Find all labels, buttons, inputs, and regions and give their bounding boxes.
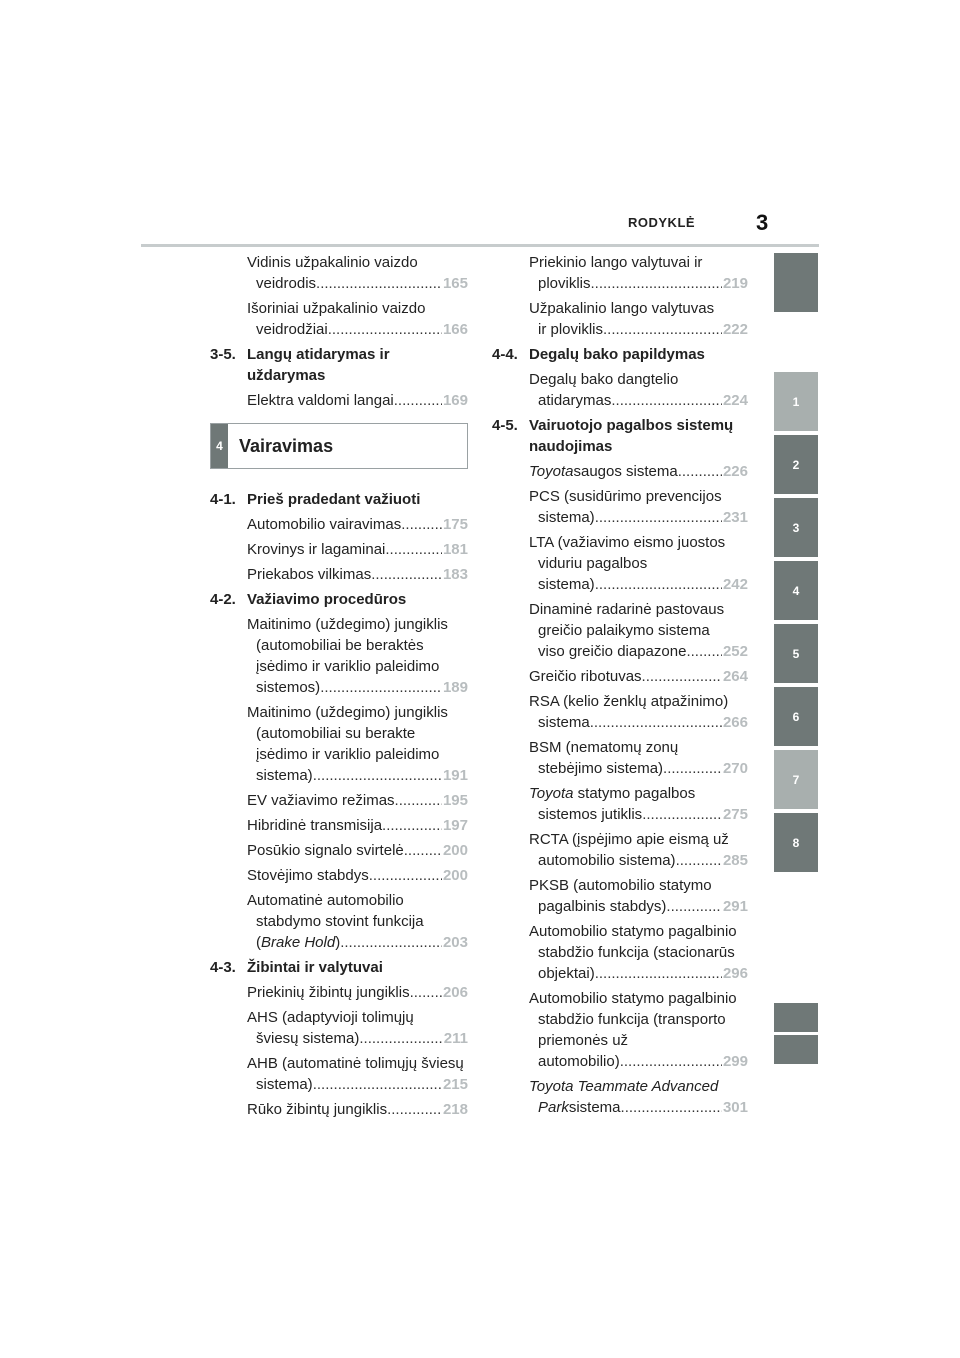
toc-entry[interactable]: [492, 988, 748, 1072]
toc-entry-text: Automobilio vairavimas: [247, 516, 402, 533]
section-title: Vairuotojo pagalbos sistemų naudojimas: [529, 417, 734, 455]
toc-entry-text: sistema: [538, 714, 590, 731]
toc-entry[interactable]: [210, 865, 468, 886]
toc-entry-text: stebėjimo sistema): [538, 760, 664, 777]
side-tab-2[interactable]: 2: [774, 435, 818, 494]
toc-entry[interactable]: [492, 369, 748, 411]
toc-entry[interactable]: [210, 890, 468, 953]
toc-entry-text: AHS (adaptyvioji tolimųjų: [247, 1009, 414, 1026]
page-link[interactable]: 285: [722, 852, 748, 869]
page-link[interactable]: 242: [722, 576, 748, 593]
page-number: 3: [756, 210, 769, 235]
side-tab-4[interactable]: 4: [774, 561, 818, 620]
toc-entry-text: Krovinys ir lagaminai: [247, 541, 386, 558]
page-link[interactable]: 181: [442, 541, 468, 558]
toc-entry-text: RSA (kelio ženklų atpažinimo): [529, 693, 729, 710]
toc-entry[interactable]: [492, 921, 748, 984]
page-link[interactable]: 197: [442, 817, 468, 834]
side-tab-5[interactable]: 5: [774, 624, 818, 683]
toc-entry-text: Dinaminė radarinė pastovaus: [529, 601, 725, 618]
page-link[interactable]: 166: [442, 321, 468, 338]
toc-entry[interactable]: [492, 486, 748, 528]
page-link[interactable]: 222: [722, 321, 748, 338]
toc-entry-text: veidrodis: [256, 275, 317, 292]
section-number: 4-5.: [492, 417, 518, 434]
toc-entry[interactable]: [210, 840, 468, 861]
page-link[interactable]: 165: [442, 275, 468, 292]
toc-entry-text: PKSB (automobilio statymo: [529, 877, 712, 894]
toc-entry-text: veidrodžiai: [256, 321, 328, 338]
section-heading: [210, 589, 468, 610]
toc-entry-text: automobilio sistema): [538, 852, 676, 869]
section-heading: [492, 415, 748, 457]
toc-entry-text: PCS (susidūrimo prevencijos: [529, 488, 722, 505]
toc-entry[interactable]: [210, 252, 468, 294]
toc-entry-text: Hibridinė transmisija: [247, 817, 383, 834]
page-link[interactable]: 211: [443, 1030, 468, 1047]
page-link[interactable]: 200: [442, 867, 468, 884]
page-link[interactable]: 191: [442, 767, 468, 784]
section-number: 4-1.: [210, 491, 236, 508]
toc-entry-text: įsėdimo ir variklio paleidimo: [256, 658, 440, 675]
page-link[interactable]: 183: [442, 566, 468, 583]
toc-entry[interactable]: [210, 1007, 468, 1049]
toc-entry[interactable]: [492, 666, 748, 687]
page-link[interactable]: 299: [722, 1053, 748, 1070]
side-tab-8[interactable]: 8: [774, 813, 818, 872]
toc-entry-text: EV važiavimo režimas: [247, 792, 395, 809]
section-heading: [492, 344, 748, 365]
toc-entry[interactable]: [210, 1053, 468, 1095]
toc-entry[interactable]: [210, 298, 468, 340]
toc-entry-text: sistema): [538, 509, 595, 526]
page-link[interactable]: 291: [722, 898, 748, 915]
toc-entry-text: AHB (automatinė tolimųjų šviesų: [247, 1055, 464, 1072]
toc-entry-text: automobilio): [538, 1053, 620, 1070]
toc-entry-text: Automobilio statymo pagalbinio: [529, 923, 737, 940]
toc-entry[interactable]: [492, 252, 748, 294]
toc-entry-text: (automobiliai be beraktės: [256, 637, 424, 654]
toc-entry[interactable]: [492, 875, 748, 917]
toc-entry-text: statymo pagalbos: [573, 785, 696, 802]
section-number: 3-5.: [210, 346, 236, 363]
page-link[interactable]: 224: [722, 392, 748, 409]
page-link[interactable]: 275: [722, 806, 748, 823]
toc-entry-text: Maitinimo (uždegimo) jungiklis: [247, 616, 448, 633]
toc-entry-text: Posūkio signalo svirtelė: [247, 842, 404, 859]
toc-entry[interactable]: [492, 298, 748, 340]
toc-entry[interactable]: [492, 737, 748, 779]
page-link[interactable]: 231: [722, 509, 748, 526]
header-rule: [141, 244, 819, 247]
toc-entry-text: saugos sistema: [573, 463, 678, 480]
toc-entry-text: stabdžio funkcija (stacionarūs: [538, 944, 735, 961]
toc-entry[interactable]: [210, 614, 468, 698]
toc-entry[interactable]: [492, 1076, 748, 1118]
section-title: Važiavimo procedūros: [247, 591, 407, 608]
toc-left-column: [210, 252, 468, 1124]
toc-entry-text: BSM (nematomų zonų: [529, 739, 679, 756]
toc-entry-text: įsėdimo ir variklio paleidimo: [256, 746, 440, 763]
page-link[interactable]: 226: [722, 463, 748, 480]
page-link[interactable]: 270: [722, 760, 748, 777]
toc-entry-text: priemonės už: [538, 1032, 629, 1049]
toc-entry[interactable]: [492, 691, 748, 733]
toc-entry-text: Automatinė automobilio: [247, 892, 404, 909]
section-title: Žibintai ir valytuvai: [247, 959, 383, 976]
chapter-heading-box: [210, 423, 468, 469]
toc-entry-text: Priekinio lango valytuvai ir: [529, 254, 703, 271]
section-title: Langų atidarymas ir uždarymas: [247, 346, 390, 384]
toc-entry[interactable]: [492, 461, 748, 482]
side-tab-7[interactable]: 7: [774, 750, 818, 809]
page-link[interactable]: 175: [442, 516, 468, 533]
page-link[interactable]: 296: [722, 965, 748, 982]
toc-entry-text: Elektra valdomi langai: [247, 392, 394, 409]
toc-entry-text: Toyota: [529, 785, 574, 802]
toc-entry-text: viso greičio diapazone: [538, 643, 687, 660]
page-header-title: RODYKLĖ: [628, 215, 696, 230]
toc-entry-text: Stovėjimo stabdys: [247, 867, 369, 884]
toc-entry-text: (: [256, 934, 261, 951]
toc-entry-text: Vidinis užpakalinio vaizdo: [247, 254, 418, 271]
section-title: Degalų bako papildymas: [529, 346, 705, 363]
toc-entry-text: sistema: [568, 1099, 621, 1116]
toc-entry-text: sistema): [256, 767, 313, 784]
toc-entry[interactable]: [210, 390, 468, 411]
section-number: 4-3.: [210, 959, 236, 976]
toc-entry-text: LTA (važiavimo eismo juostos: [529, 534, 726, 551]
toc-entry-text: greičio palaikymo sistema: [538, 622, 710, 639]
toc-entry-text: Priekabos vilkimas: [247, 566, 372, 583]
toc-entry[interactable]: [210, 514, 468, 535]
toc-entry-text: stabdžio funkcija (transporto: [538, 1011, 726, 1028]
toc-entry[interactable]: [210, 815, 468, 836]
toc-entry[interactable]: [210, 702, 468, 786]
toc-entry-text: (automobiliai su berakte: [256, 725, 416, 742]
side-tab-blank[interactable]: [774, 1003, 818, 1032]
side-tab-blank[interactable]: [774, 1035, 818, 1064]
page-link[interactable]: 218: [442, 1101, 468, 1118]
side-tab-6[interactable]: 6: [774, 687, 818, 746]
toc-entry[interactable]: [210, 539, 468, 560]
section-heading: [210, 489, 468, 510]
page-link[interactable]: 264: [722, 668, 748, 685]
toc-entry-text: Rūko žibintų jungiklis: [247, 1101, 388, 1118]
toc-entry-text: sistemos): [256, 679, 321, 696]
toc-entry-text: ): [335, 934, 341, 951]
side-tab-3[interactable]: 3: [774, 498, 818, 557]
toc-entry-text: Automobilio statymo pagalbinio: [529, 990, 737, 1007]
toc-entry-text: Užpakalinio lango valytuvas: [529, 300, 715, 317]
toc-entry-text: šviesų sistema): [256, 1030, 360, 1047]
toc-entry-text: Priekinių žibintų jungiklis: [247, 984, 410, 1001]
toc-entry[interactable]: [210, 1099, 468, 1120]
page-link[interactable]: 195: [442, 792, 468, 809]
toc-entry-text: Degalų bako dangtelio: [529, 371, 679, 388]
page-link[interactable]: 206: [442, 984, 468, 1001]
toc-entry-text: ploviklis: [538, 275, 591, 292]
toc-entry-text: ir ploviklis: [538, 321, 604, 338]
chapter-number: 4: [211, 424, 228, 468]
toc-entry-text: Išoriniai užpakalinio vaizdo: [247, 300, 426, 317]
toc-entry[interactable]: [210, 564, 468, 585]
chapter-title: Vairavimas: [239, 435, 334, 456]
side-tab-1[interactable]: 1: [774, 372, 818, 431]
page-link[interactable]: 189: [442, 679, 468, 696]
toc-entry-text: viduriu pagalbos: [538, 555, 648, 572]
toc-entry-text: RCTA (įspėjimo apie eismą už: [529, 831, 729, 848]
toc-entry[interactable]: [492, 783, 748, 825]
toc-entry-text: stabdymo stovint funkcija: [256, 913, 424, 930]
section-heading: [210, 957, 468, 978]
page-link[interactable]: 200: [442, 842, 468, 859]
section-title: Prieš pradedant važiuoti: [247, 491, 421, 508]
toc-right-column: [492, 252, 748, 1122]
toc-entry[interactable]: [492, 829, 748, 871]
section-number: 4-2.: [210, 591, 236, 608]
section-number: 4-4.: [492, 346, 518, 363]
toc-entry-text: sistema): [538, 576, 595, 593]
toc-entry-text: sistemos jutiklis: [538, 806, 643, 823]
page-link[interactable]: 301: [722, 1099, 748, 1116]
toc-entry-text: Brake Hold: [261, 934, 336, 951]
side-tab-blank[interactable]: [774, 253, 818, 312]
toc-entry[interactable]: [210, 982, 468, 1003]
toc-entry-text: Toyota: [529, 463, 574, 480]
toc-entry-text: objektai): [538, 965, 595, 982]
toc-entry-text: sistema): [256, 1076, 313, 1093]
toc-entry[interactable]: [210, 790, 468, 811]
page-link[interactable]: 169: [442, 392, 468, 409]
toc-entry-text: Greičio ribotuvas: [529, 668, 642, 685]
toc-entry-text: atidarymas: [538, 392, 612, 409]
section-heading: [210, 344, 468, 386]
page-link[interactable]: 215: [442, 1076, 468, 1093]
page-link[interactable]: 219: [722, 275, 748, 292]
toc-entry-text: Park: [538, 1099, 569, 1116]
page-link[interactable]: 252: [722, 643, 748, 660]
page-link[interactable]: 266: [722, 714, 748, 731]
page-link[interactable]: 203: [442, 934, 468, 951]
toc-entry-text: pagalbinis stabdys): [538, 898, 667, 915]
toc-entry-text: Toyota Teammate Advanced: [529, 1078, 719, 1095]
toc-entry-text: Maitinimo (uždegimo) jungiklis: [247, 704, 448, 721]
toc-entry[interactable]: [492, 599, 748, 662]
toc-entry[interactable]: [492, 532, 748, 595]
